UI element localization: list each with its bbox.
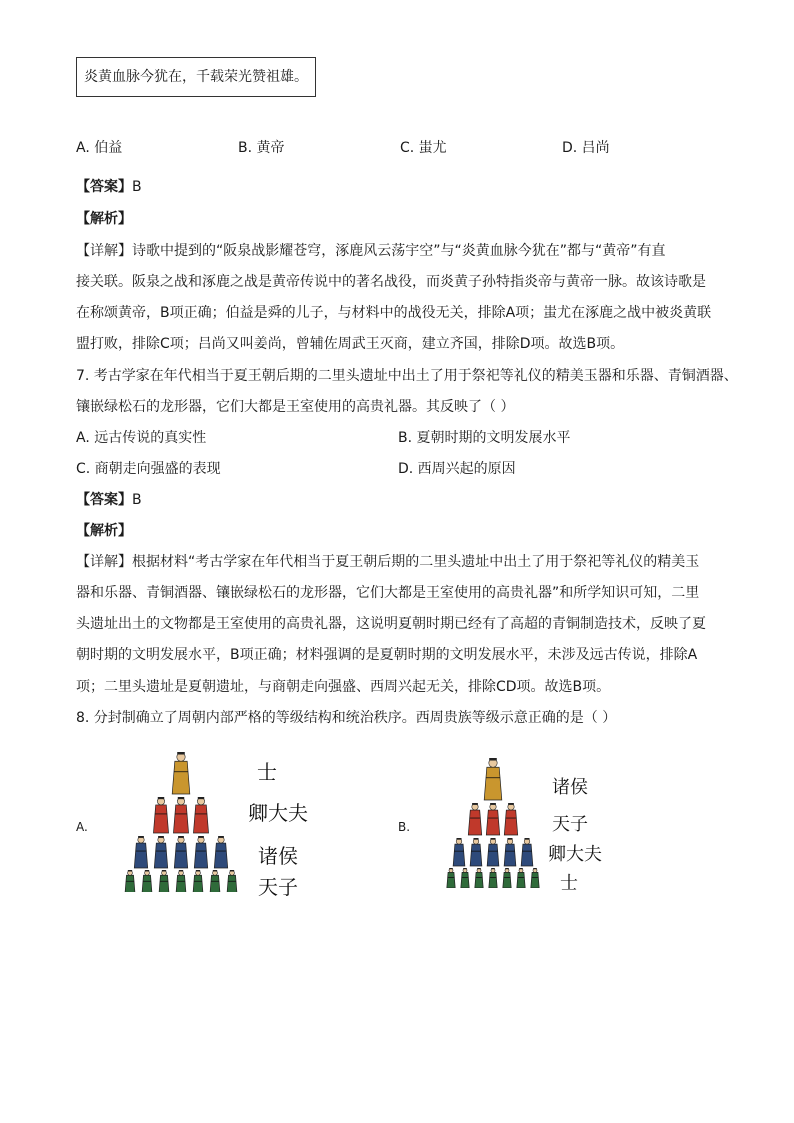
figure-a-tier-2: 卿大夫	[248, 801, 308, 825]
figure-b-tier-1: 诸侯	[552, 777, 588, 798]
pyramid-figure-b	[438, 758, 548, 888]
q6-option-b: B. 黄帝	[238, 140, 285, 156]
pyramid-figure-a	[116, 752, 246, 892]
q7-detail-line: 器和乐器、青铜酒器、镶嵌绿松石的龙形器，它们大都是王室使用的高贵礼器”和所学知识可知，二里	[76, 585, 700, 601]
minister-figure	[486, 803, 499, 835]
q7-analysis-label: 【解析】	[76, 523, 132, 539]
king-figure	[484, 758, 502, 800]
minister-figure	[468, 803, 481, 835]
lord-figure	[214, 836, 227, 868]
q7-stem-line: 镶嵌绿松石的龙形器，它们大都是王室使用的高贵礼器。其反映了（ ）	[76, 399, 515, 415]
q6-option-d: D. 吕尚	[562, 140, 610, 156]
scholar-figure	[489, 868, 497, 888]
scholar-figure	[531, 868, 539, 888]
figure-a-tier-4: 天子	[258, 875, 298, 899]
scholar-figure	[125, 870, 135, 892]
q6-analysis-label: 【解析】	[76, 211, 132, 227]
figure-a-tier-3: 诸侯	[258, 844, 298, 868]
q7-stem-line: 7. 考古学家在年代相当于夏王朝后期的二里头遗址中出土了用于祭祀等礼仪的精美玉器和乐器、青铜酒器、	[76, 368, 738, 384]
q6-option-a: A. 伯益	[76, 140, 123, 156]
q8-stem: 8. 分封制确立了周朝内部严格的等级结构和统治秩序。西周贵族等级示意正确的是（ ）	[76, 710, 617, 726]
q7-detail-line: 头遗址出土的文物都是王室使用的高贵礼器，这说明夏朝时期已经有了高超的青铜制造技术，反映了夏	[76, 616, 706, 632]
lord-figure	[154, 836, 167, 868]
answer-tag: 【答案】	[76, 492, 132, 508]
answer-value: B	[132, 492, 142, 508]
lord-figure	[453, 838, 465, 866]
scholar-figure	[447, 868, 455, 888]
lord-figure	[134, 836, 147, 868]
scholar-figure	[475, 868, 483, 888]
lord-figure	[504, 838, 516, 866]
lord-figure	[470, 838, 482, 866]
q7-option-d: D. 西周兴起的原因	[398, 461, 516, 477]
lord-figure	[521, 838, 533, 866]
scholar-figure	[193, 870, 203, 892]
figure-b-tier-2: 天子	[552, 814, 588, 835]
scholar-figure	[503, 868, 511, 888]
q7-option-b: B. 夏朝时期的文明发展水平	[398, 430, 571, 446]
figure-b-tier-3: 卿大夫	[548, 844, 602, 865]
minister-figure	[173, 797, 188, 833]
lord-figure	[194, 836, 207, 868]
poem-quote-box: 炎黄血脉今犹在，千载荣光赞祖雄。	[76, 57, 316, 97]
q7-option-c: C. 商朝走向强盛的表现	[76, 461, 221, 477]
q7-detail-line: 【详解】根据材料“考古学家在年代相当于夏王朝后期的二里头遗址中出土了用于祭祀等礼仪的精美玉	[76, 554, 700, 570]
q6-detail-line: 【详解】诗歌中提到的“阪泉战影耀苍穹，涿鹿风云荡宇空”与“炎黄血脉今犹在”都与“黄帝”有直	[76, 243, 666, 259]
scholar-figure	[159, 870, 169, 892]
minister-figure	[504, 803, 517, 835]
scholar-figure	[210, 870, 220, 892]
q7-option-a: A. 远古传说的真实性	[76, 430, 207, 446]
scholar-figure	[142, 870, 152, 892]
q7-detail-line: 项；二里头遗址是夏朝遗址，与商朝走向强盛、西周兴起无关，排除CD项。故选B项。	[76, 679, 611, 695]
scholar-figure	[227, 870, 237, 892]
figure-a-label: A.	[76, 820, 88, 834]
lord-figure	[487, 838, 499, 866]
figure-b-tier-4: 士	[560, 873, 578, 894]
scholar-figure	[461, 868, 469, 888]
lord-figure	[174, 836, 187, 868]
q6-detail-line: 盟打败，排除C项；吕尚又叫姜尚，曾辅佐周武王灭商，建立齐国，排除D项。故选B项。	[76, 336, 625, 352]
answer-tag: 【答案】	[76, 179, 132, 195]
minister-figure	[153, 797, 168, 833]
q7-answer	[76, 490, 142, 510]
figure-a-tier-1: 士	[257, 760, 277, 784]
q6-answer	[76, 177, 142, 197]
q6-option-c: C. 蚩尤	[400, 140, 447, 156]
q6-detail-line: 接关联。阪泉之战和涿鹿之战是黄帝传说中的著名战役，而炎黄子孙特指炎帝与黄帝一脉。故该诗歌是	[76, 274, 706, 290]
answer-value: B	[132, 179, 142, 195]
figure-b-label: B.	[398, 820, 411, 834]
q7-detail-line: 朝时期的文明发展水平，B项正确；材料强调的是夏朝时期的文明发展水平，未涉及远古传说，排除A	[76, 647, 698, 663]
scholar-figure	[176, 870, 186, 892]
scholar-figure	[517, 868, 525, 888]
q6-detail-line: 在称颂黄帝，B项正确；伯益是舜的儿子，与材料中的战役无关，排除A项；蚩尤在涿鹿之战中被炎黄联	[76, 305, 712, 321]
king-figure	[172, 752, 190, 794]
minister-figure	[193, 797, 208, 833]
